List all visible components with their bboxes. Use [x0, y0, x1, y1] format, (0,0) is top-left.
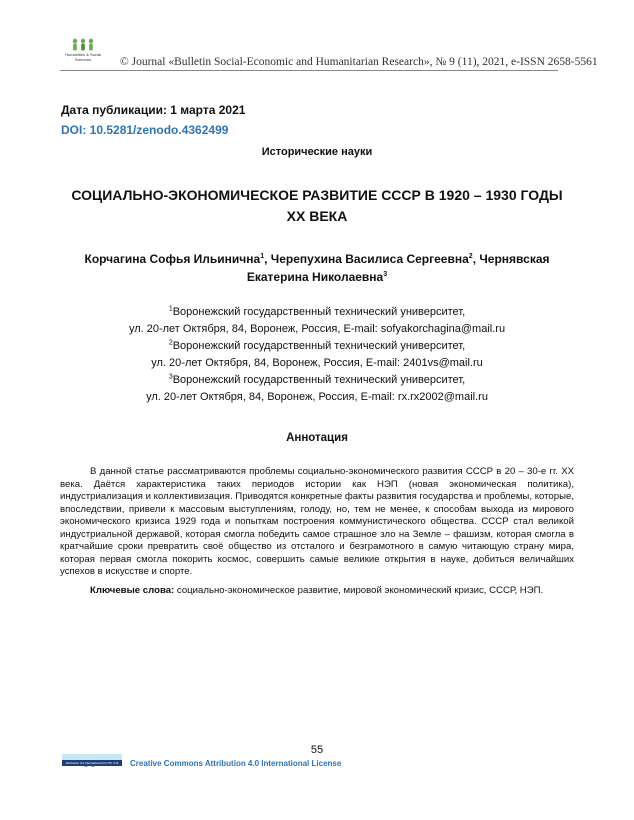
authors: Корчагина Софья Ильинична$^1$, Черепухина Василиса Сергеевна$^2$, Чернявская Екатерина Николаевна$^3$ — [84, 252, 550, 284]
affiliation-address: ул. 20-лет Октября, 84, Воронеж, Россия, E-mail: sofyakorchagina@mail.ru — [128, 323, 506, 335]
page-number: 55 — [310, 744, 324, 756]
affiliation-sup: 2 — [168, 339, 173, 347]
publication-date: Дата публикации: 1 марта 2021 — [61, 103, 246, 117]
affiliation-sup: 3 — [168, 373, 173, 381]
keywords — [60, 585, 574, 598]
affiliation-address: ул. 20-лет Октября, 84, Воронеж, Россия, E-mail: 2401vs@mail.ru — [151, 357, 483, 369]
abstract-text: В данной статье рассматриваются проблемы социально-экономического развития СССР в 20 – 30-е гг. XX века. Даётся характеристика таких периодов истории как НЭП (новая экономическая политика), индустриализация и коллективизация. Приводятся конкретные факты развития государства и проблемы, которые, впоследствии, привели к массовым выступлениям, голоду, но, тем не менее, к способам выхода из мирового экономического кризиса 1929 года и попыткам построения коммунистического общества. СССР стал великой индустриальной державой, которая смогла победить самое страшное зло на Земле – фашизм, которая смогла в кратчайшие сроки превратить своё общество из отсталого и безграмотного в самую читающую страну мира, которая первая смогла покорить космос, совершить самые великие открытия в науке, добиться величайших успехов в искусстве и спорте. — [60, 466, 574, 577]
affiliations — [60, 304, 574, 406]
affiliation-org-text: Воронежский государственный технический университет, — [172, 340, 466, 352]
section-heading: Исторические науки — [261, 146, 373, 158]
affiliation-sup: 1 — [168, 305, 173, 313]
logo-text: Humanities & Social Sciences — [65, 52, 101, 62]
author-sup: 3 — [383, 271, 388, 278]
cc-license-badge[interactable] — [62, 754, 122, 766]
abstract-heading: Аннотация — [286, 432, 348, 444]
author-sup: 2 — [468, 253, 473, 260]
affiliation-org-text: Воронежский государственный технический университет, — [172, 374, 466, 386]
affiliation-address: ул. 20-лет Октября, 84, Воронеж, Россия, E-mail: rx.rx2002@mail.ru — [146, 391, 488, 403]
journal-logo — [60, 38, 106, 68]
affiliation-org — [60, 372, 574, 389]
title-line-1: СОЦИАЛЬНО-ЭКОНОМИЧЕСКОЕ РАЗВИТИЕ СССР В 1920 – 1930 ГОДЫ — [71, 187, 563, 203]
affiliation-org — [60, 304, 574, 321]
author-name: Корчагина Софья Ильинична — [84, 252, 261, 266]
doi-link[interactable]: DOI: 10.5281/zenodo.4362499 — [61, 123, 229, 137]
cc-badge-text: Attribution 4.0 International (CC BY 4.0) — [62, 760, 122, 766]
author-name: Чернявская Екатерина Николаевна — [246, 252, 550, 284]
keywords-label: Ключевые слова: — [90, 585, 175, 596]
journal-line: © Journal «Bulletin Social-Economic and Humanitarian Research», № 9 (11), 2021, e-ISSN 2658-5561 — [120, 56, 598, 68]
title-line-2: XX ВЕКА — [286, 208, 348, 224]
keywords-text: социально-экономическое развитие, мировой экономический кризис, СССР, НЭП. — [176, 585, 544, 596]
article-title — [60, 185, 574, 227]
affiliation-org-text: Воронежский государственный технический университет, — [172, 306, 466, 318]
affiliation-org — [60, 338, 574, 355]
people-logo-icon — [60, 38, 106, 52]
journal-header — [60, 38, 598, 71]
author-sup: 1 — [260, 253, 265, 260]
license-link[interactable]: Creative Commons Attribution 4.0 International License — [130, 759, 342, 768]
author-name: Черепухина Василиса Сергеевна — [270, 252, 469, 266]
